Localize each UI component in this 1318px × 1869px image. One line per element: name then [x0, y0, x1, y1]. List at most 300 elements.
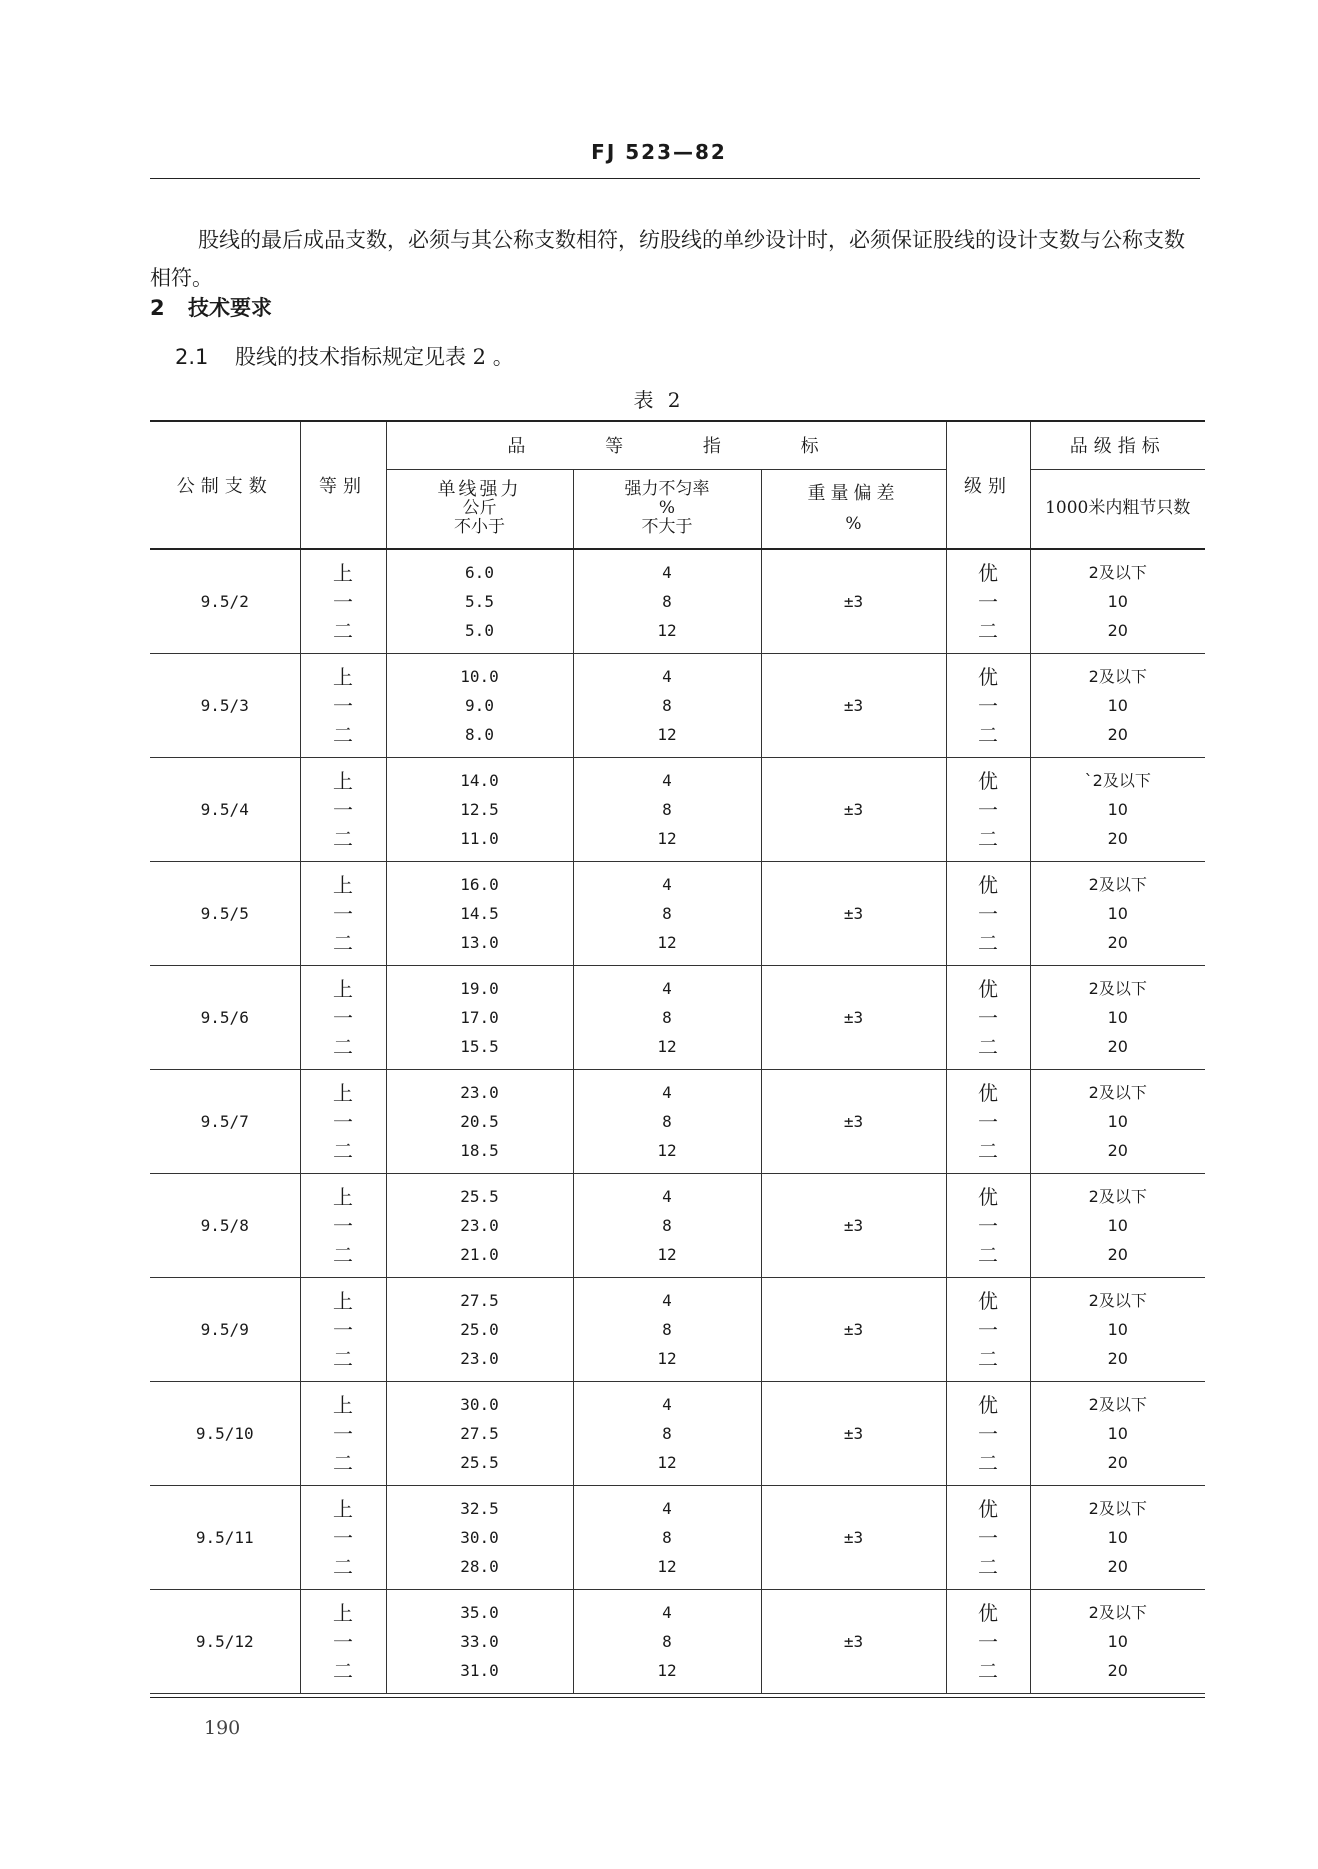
unevenness-cell-value: 8: [662, 1631, 672, 1651]
count-cell: 9.5/2: [150, 549, 300, 654]
count-cell: 9.5/6: [150, 966, 300, 1070]
level-cell-value: 优: [978, 1392, 998, 1417]
unevenness-cell: [573, 1070, 761, 1174]
slubs-cell-value: 10: [1107, 1631, 1128, 1651]
slubs-cell: [1030, 1486, 1205, 1590]
grade-cell-value: 二: [333, 826, 353, 851]
weight-deviation-cell: ±3: [761, 862, 946, 966]
unevenness-cell-value: 8: [662, 1111, 672, 1131]
slubs-cell: [1030, 654, 1205, 758]
unevenness-cell-value: 12: [657, 1660, 677, 1680]
strength-cell-value: 25.5: [460, 1452, 499, 1472]
level-cell-stack: [947, 1599, 1030, 1685]
strength-cell-value: 15.5: [460, 1036, 499, 1056]
grade-cell-value: 二: [333, 722, 353, 747]
unevenness-cell-value: 4: [662, 562, 672, 582]
document-code: FJ 523—82: [591, 140, 727, 164]
unevenness-cell: [573, 549, 761, 654]
grade-cell-stack: [301, 1391, 386, 1477]
table-row: [150, 1382, 1205, 1486]
unevenness-cell: [573, 862, 761, 966]
unevenness-cell-value: 4: [662, 978, 672, 998]
unevenness-cell-stack: [574, 1079, 761, 1165]
grade-cell-value: 一: [333, 1525, 353, 1550]
grade-cell-stack: [301, 1287, 386, 1373]
grade-cell-value: 一: [333, 1629, 353, 1654]
grade-cell-value: 上: [333, 1392, 353, 1417]
strength-cell-value: 33.0: [460, 1631, 499, 1651]
count-cell: 9.5/3: [150, 654, 300, 758]
count-cell: 9.5/4: [150, 758, 300, 862]
header-weight-deviation: [761, 469, 946, 549]
strength-cell-value: 35.0: [460, 1602, 499, 1622]
strength-cell-value: 12.5: [460, 799, 499, 819]
strength-cell-value: 30.0: [460, 1394, 499, 1414]
level-cell-value: 一: [978, 589, 998, 614]
level-cell-value: 优: [978, 976, 998, 1001]
grade-cell-value: 二: [333, 1138, 353, 1163]
table-row: [150, 966, 1205, 1070]
grade-cell-stack: [301, 975, 386, 1061]
level-cell-value: 一: [978, 1317, 998, 1342]
slubs-cell-value: 20: [1107, 932, 1128, 952]
table-row: [150, 1590, 1205, 1694]
strength-cell-value: 30.0: [460, 1527, 499, 1547]
level-cell-stack: [947, 975, 1030, 1061]
slubs-cell-value: 2及以下: [1088, 1290, 1147, 1310]
unevenness-cell-value: 12: [657, 1244, 677, 1264]
level-cell: [946, 654, 1030, 758]
level-cell-value: 二: [978, 1242, 998, 1267]
level-cell: [946, 549, 1030, 654]
strength-cell: [386, 966, 573, 1070]
grade-cell-value: 二: [333, 1658, 353, 1683]
unevenness-cell-value: 4: [662, 1394, 672, 1414]
header-rule: [150, 178, 1200, 179]
unevenness-cell: [573, 758, 761, 862]
level-cell-value: 优: [978, 1288, 998, 1313]
grade-cell-value: 上: [333, 664, 353, 689]
unevenness-cell: [573, 1278, 761, 1382]
slubs-cell-value: 2及以下: [1088, 874, 1147, 894]
level-cell-stack: [947, 559, 1030, 645]
level-cell-stack: [947, 871, 1030, 957]
unevenness-cell-value: 4: [662, 1290, 672, 1310]
quality-group-char: 标: [800, 436, 825, 458]
slubs-cell-value: `2及以下: [1084, 770, 1151, 790]
count-cell: 9.5/7: [150, 1070, 300, 1174]
table-caption: 表 2: [633, 388, 685, 412]
level-cell-value: 优: [978, 1184, 998, 1209]
quality-group-char: 品: [507, 436, 532, 458]
strength-cell-value: 18.5: [460, 1140, 499, 1160]
slubs-cell-stack: [1031, 1287, 1206, 1373]
strength-cell-value: 6.0: [465, 562, 494, 582]
strength-cell-value: 17.0: [460, 1007, 499, 1027]
unevenness-cell-value: 8: [662, 903, 672, 923]
strength-cell: [386, 1278, 573, 1382]
strength-limit: 不小于: [454, 517, 505, 538]
grade-cell-value: 上: [333, 1496, 353, 1521]
level-cell-value: 二: [978, 1658, 998, 1683]
section-title: 技术要求: [188, 295, 272, 320]
strength-cell-value: 27.5: [460, 1423, 499, 1443]
slubs-cell-value: 20: [1107, 724, 1128, 744]
strength-cell-value: 27.5: [460, 1290, 499, 1310]
strength-cell-value: 23.0: [460, 1215, 499, 1235]
strength-cell-value: 16.0: [460, 874, 499, 894]
level-cell-value: 一: [978, 1109, 998, 1134]
grade-cell-stack: [301, 559, 386, 645]
unevenness-cell-value: 4: [662, 1498, 672, 1518]
grade-cell: [300, 1070, 386, 1174]
level-cell-value: 二: [978, 618, 998, 643]
slubs-cell-value: 20: [1107, 1660, 1128, 1680]
slubs-cell-stack: [1031, 1495, 1206, 1581]
header-strength: [386, 469, 573, 549]
unevenness-cell-value: 12: [657, 724, 677, 744]
strength-cell-stack: [387, 559, 573, 645]
unevenness-cell-value: 4: [662, 1186, 672, 1206]
unevenness-cell-value: 8: [662, 1007, 672, 1027]
strength-cell: [386, 758, 573, 862]
table-row: [150, 1486, 1205, 1590]
unevenness-cell-value: 12: [657, 828, 677, 848]
slubs-cell: [1030, 1590, 1205, 1694]
unevenness-cell-stack: [574, 1287, 761, 1373]
slubs-cell-stack: [1031, 767, 1206, 853]
slubs-cell-value: 20: [1107, 620, 1128, 640]
unevenness-cell-value: 12: [657, 932, 677, 952]
level-cell: [946, 1486, 1030, 1590]
grade-cell-value: 二: [333, 1034, 353, 1059]
slubs-cell-value: 20: [1107, 1140, 1128, 1160]
table-row: [150, 1174, 1205, 1278]
level-cell-value: 二: [978, 1450, 998, 1475]
strength-cell-value: 19.0: [460, 978, 499, 998]
count-cell: 9.5/9: [150, 1278, 300, 1382]
grade-cell-stack: [301, 871, 386, 957]
slubs-cell-value: 10: [1107, 799, 1128, 819]
strength-cell-value: 21.0: [460, 1244, 499, 1264]
slubs-cell-stack: [1031, 1079, 1206, 1165]
level-cell: [946, 758, 1030, 862]
level-cell-value: 优: [978, 1600, 998, 1625]
grade-cell-value: 一: [333, 797, 353, 822]
level-cell: [946, 1174, 1030, 1278]
level-cell-value: 二: [978, 930, 998, 955]
strength-cell-value: 25.5: [460, 1186, 499, 1206]
level-cell: [946, 1070, 1030, 1174]
unevenness-cell-value: 4: [662, 666, 672, 686]
slubs-cell-value: 10: [1107, 1319, 1128, 1339]
grade-cell-value: 二: [333, 930, 353, 955]
unevenness-cell: [573, 1174, 761, 1278]
level-cell-value: 一: [978, 1421, 998, 1446]
strength-cell-stack: [387, 1183, 573, 1269]
unevenness-cell-stack: [574, 1183, 761, 1269]
level-cell: [946, 1382, 1030, 1486]
unevenness-cell-value: 12: [657, 1036, 677, 1056]
level-cell-value: 二: [978, 722, 998, 747]
level-cell-value: 二: [978, 1034, 998, 1059]
table-row: [150, 549, 1205, 654]
slubs-cell-value: 2及以下: [1088, 1602, 1147, 1622]
slubs-cell-value: 10: [1107, 695, 1128, 715]
slubs-cell-value: 2及以下: [1088, 666, 1147, 686]
table-row: [150, 1070, 1205, 1174]
count-cell: 9.5/11: [150, 1486, 300, 1590]
grade-cell-value: 一: [333, 589, 353, 614]
slubs-cell-value: 20: [1107, 828, 1128, 848]
header-unevenness: [573, 469, 761, 549]
grade-cell-value: 二: [333, 618, 353, 643]
header-level-group: 品级指标: [1030, 421, 1205, 469]
slubs-cell: [1030, 1278, 1205, 1382]
level-cell-stack: [947, 663, 1030, 749]
unevenness-cell: [573, 966, 761, 1070]
strength-cell: [386, 1590, 573, 1694]
weight-deviation-cell: ±3: [761, 1382, 946, 1486]
strength-cell-stack: [387, 663, 573, 749]
unevenness-cell-value: 8: [662, 591, 672, 611]
header-slubs: 1000米内粗节只数: [1030, 469, 1205, 549]
grade-cell-value: 一: [333, 693, 353, 718]
strength-cell-value: 10.0: [460, 666, 499, 686]
unevenness-cell-stack: [574, 871, 761, 957]
grade-cell-stack: [301, 1183, 386, 1269]
subsection-line: [175, 341, 514, 371]
level-cell-value: 一: [978, 1629, 998, 1654]
slubs-cell-stack: [1031, 871, 1206, 957]
unevenness-cell: [573, 1382, 761, 1486]
grade-cell-stack: [301, 1599, 386, 1685]
slubs-cell: [1030, 966, 1205, 1070]
unevenness-cell: [573, 654, 761, 758]
weight-deviation-cell: ±3: [761, 1174, 946, 1278]
level-cell-value: 优: [978, 872, 998, 897]
subsection-number: 2.1: [175, 345, 209, 369]
unevenness-limit: 不大于: [641, 517, 693, 538]
slubs-cell-value: 20: [1107, 1244, 1128, 1264]
grade-cell-value: 一: [333, 1005, 353, 1030]
grade-cell-stack: [301, 767, 386, 853]
level-cell-value: 优: [978, 664, 998, 689]
level-cell-value: 一: [978, 1213, 998, 1238]
strength-label: 单线强力: [437, 479, 522, 501]
table-row: [150, 758, 1205, 862]
subsection-text: 股线的技术指标规定见表 2 。: [235, 345, 514, 369]
unevenness-cell-value: 8: [662, 799, 672, 819]
level-cell-stack: [947, 1495, 1030, 1581]
unevenness-cell-value: 8: [662, 695, 672, 715]
strength-cell: [386, 1174, 573, 1278]
quality-group-char: 等: [605, 436, 630, 458]
level-cell: [946, 1590, 1030, 1694]
unevenness-cell-value: 4: [662, 1602, 672, 1622]
level-cell-stack: [947, 1391, 1030, 1477]
strength-unit: 公斤: [462, 498, 497, 519]
strength-cell: [386, 1070, 573, 1174]
unevenness-cell-stack: [574, 1391, 761, 1477]
footer-rule: [150, 1697, 1205, 1698]
unevenness-cell-stack: [574, 767, 761, 853]
level-cell-value: 一: [978, 1525, 998, 1550]
table-row: [150, 862, 1205, 966]
strength-cell: [386, 1486, 573, 1590]
slubs-cell-value: 20: [1107, 1036, 1128, 1056]
unevenness-cell-value: 12: [657, 1452, 677, 1472]
grade-cell-value: 二: [333, 1450, 353, 1475]
slubs-cell-value: 20: [1107, 1348, 1128, 1368]
grade-cell: [300, 1486, 386, 1590]
unevenness-cell-stack: [574, 975, 761, 1061]
unevenness-cell-stack: [574, 1495, 761, 1581]
spec-table: [150, 420, 1205, 1694]
quality-group-char: 指: [702, 436, 727, 458]
slubs-cell-value: 10: [1107, 1423, 1128, 1443]
strength-cell-value: 28.0: [460, 1556, 499, 1576]
table-row: [150, 1278, 1205, 1382]
slubs-cell: [1030, 758, 1205, 862]
grade-cell-value: 上: [333, 976, 353, 1001]
level-cell-value: 二: [978, 1138, 998, 1163]
grade-cell: [300, 654, 386, 758]
weight-deviation-cell: ±3: [761, 654, 946, 758]
unevenness-label: 强力不匀率: [624, 479, 710, 500]
weight-dev-label: 重量偏差: [807, 482, 900, 504]
level-cell-stack: [947, 767, 1030, 853]
unevenness-cell-value: 12: [657, 620, 677, 640]
grade-cell: [300, 966, 386, 1070]
level-cell-stack: [947, 1079, 1030, 1165]
grade-cell-value: 二: [333, 1346, 353, 1371]
slubs-cell-value: 10: [1107, 1111, 1128, 1131]
grade-cell-stack: [301, 1079, 386, 1165]
slubs-cell-value: 2及以下: [1088, 1498, 1147, 1518]
slubs-cell-stack: [1031, 975, 1206, 1061]
slubs-cell-stack: [1031, 663, 1206, 749]
level-cell: [946, 862, 1030, 966]
table-body: [150, 549, 1205, 1694]
header-level: 级别: [946, 421, 1030, 549]
grade-cell-value: 上: [333, 560, 353, 585]
strength-cell: [386, 654, 573, 758]
strength-cell-value: 5.0: [465, 620, 494, 640]
header-count: 公制支数: [150, 421, 300, 549]
unevenness-cell-value: 12: [657, 1348, 677, 1368]
grade-cell-value: 二: [333, 1554, 353, 1579]
strength-cell-value: 13.0: [460, 932, 499, 952]
header-grade: 等别: [300, 421, 386, 549]
strength-cell-stack: [387, 975, 573, 1061]
grade-cell-value: 一: [333, 1213, 353, 1238]
strength-cell: [386, 862, 573, 966]
strength-cell-value: 5.5: [465, 591, 494, 611]
header-quality-group: [386, 421, 946, 469]
grade-cell: [300, 758, 386, 862]
unevenness-cell-stack: [574, 1599, 761, 1685]
unevenness-cell-value: 8: [662, 1319, 672, 1339]
level-cell: [946, 1278, 1030, 1382]
strength-cell: [386, 1382, 573, 1486]
slubs-cell: [1030, 1382, 1205, 1486]
slubs-cell-value: 2及以下: [1088, 1186, 1147, 1206]
slubs-cell: [1030, 1174, 1205, 1278]
slubs-cell-stack: [1031, 1599, 1206, 1685]
weight-deviation-cell: ±3: [761, 966, 946, 1070]
strength-cell-stack: [387, 871, 573, 957]
unevenness-cell-value: 12: [657, 1140, 677, 1160]
count-cell: 9.5/10: [150, 1382, 300, 1486]
strength-cell-stack: [387, 767, 573, 853]
level-cell-value: 一: [978, 1005, 998, 1030]
strength-cell-stack: [387, 1287, 573, 1373]
grade-cell: [300, 862, 386, 966]
unevenness-cell: [573, 1590, 761, 1694]
level-cell-value: 二: [978, 1554, 998, 1579]
grade-cell-value: 一: [333, 1421, 353, 1446]
strength-cell-value: 11.0: [460, 828, 499, 848]
strength-cell-stack: [387, 1391, 573, 1477]
count-cell: 9.5/5: [150, 862, 300, 966]
grade-cell-value: 一: [333, 1317, 353, 1342]
slubs-cell-stack: [1031, 559, 1206, 645]
strength-cell-value: 8.0: [465, 724, 494, 744]
grade-cell: [300, 1174, 386, 1278]
strength-cell-value: 32.5: [460, 1498, 499, 1518]
strength-cell-value: 9.0: [465, 695, 494, 715]
strength-cell-value: 31.0: [460, 1660, 499, 1680]
grade-cell-value: 上: [333, 768, 353, 793]
grade-cell-value: 上: [333, 1600, 353, 1625]
level-cell-stack: [947, 1183, 1030, 1269]
strength-cell-stack: [387, 1495, 573, 1581]
unevenness-cell-value: 4: [662, 874, 672, 894]
level-cell-value: 二: [978, 1346, 998, 1371]
grade-cell: [300, 1278, 386, 1382]
weight-deviation-cell: ±3: [761, 1278, 946, 1382]
level-cell-value: 优: [978, 1080, 998, 1105]
level-cell-value: 优: [978, 768, 998, 793]
slubs-cell-value: 2及以下: [1088, 562, 1147, 582]
slubs-cell: [1030, 862, 1205, 966]
weight-dev-unit: %: [845, 513, 862, 534]
unevenness-cell-value: 4: [662, 770, 672, 790]
slubs-cell-stack: [1031, 1183, 1206, 1269]
unevenness-cell-value: 8: [662, 1215, 672, 1235]
weight-deviation-cell: ±3: [761, 549, 946, 654]
grade-cell-value: 上: [333, 872, 353, 897]
level-cell-value: 一: [978, 693, 998, 718]
unevenness-cell-stack: [574, 559, 761, 645]
slubs-cell-value: 10: [1107, 903, 1128, 923]
table-row: [150, 654, 1205, 758]
level-cell: [946, 966, 1030, 1070]
weight-deviation-cell: ±3: [761, 1590, 946, 1694]
intro-paragraph: 股线的最后成品支数，必须与其公称支数相符，纺股线的单纱设计时，必须保证股线的设计支数与公称支数相符。: [150, 228, 1185, 290]
grade-cell-value: 一: [333, 901, 353, 926]
slubs-cell-value: 20: [1107, 1452, 1128, 1472]
slubs-cell-stack: [1031, 1391, 1206, 1477]
strength-cell-value: 23.0: [460, 1348, 499, 1368]
page-number: 190: [204, 1717, 241, 1739]
slubs-cell-value: 10: [1107, 1007, 1128, 1027]
level-cell-value: 二: [978, 826, 998, 851]
slubs-cell-value: 20: [1107, 1556, 1128, 1576]
grade-cell: [300, 1590, 386, 1694]
unevenness-cell-value: 12: [657, 1556, 677, 1576]
